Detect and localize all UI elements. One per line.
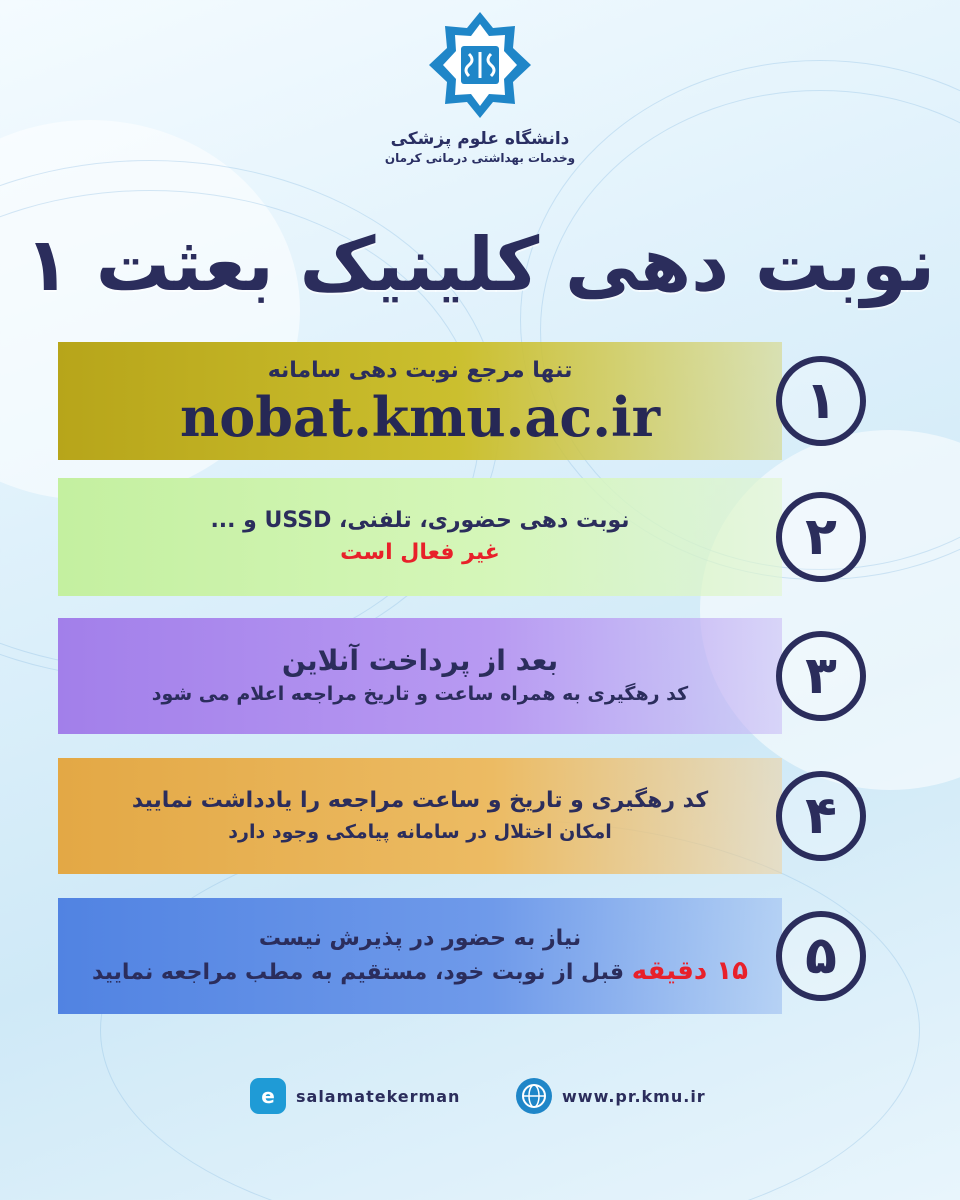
website-link[interactable] (516, 1078, 706, 1114)
time-highlight: ۱۵ دقیقه (631, 956, 749, 986)
item-text: نوبت دهی حضوری، تلفنی، USSD و ... (210, 508, 630, 533)
item-text (92, 955, 748, 989)
item-text: نیاز به حضور در پذیرش نیست (258, 926, 582, 951)
info-item-4 (58, 758, 900, 874)
info-item-3 (58, 618, 900, 734)
item-number-badge: ۳ (776, 631, 866, 721)
footer (0, 1078, 960, 1118)
info-item-1 (58, 342, 900, 460)
item-band (58, 478, 782, 596)
item-number-badge: ۴ (776, 771, 866, 861)
university-logo-icon (425, 10, 535, 120)
globe-icon (516, 1078, 552, 1114)
page-title: نوبت دهی کلینیک بعثت ۱ (24, 222, 936, 308)
item-number-badge: ۲ (776, 492, 866, 582)
item-text: امکان اختلال در سامانه پیامکی وجود دارد (228, 821, 612, 843)
item-band (58, 898, 782, 1014)
item-text: تنها مرجع نوبت دهی سامانه (267, 358, 573, 383)
item-text: بعد از پرداخت آنلاین (281, 644, 559, 677)
item-band (58, 758, 782, 874)
item-text: کد رهگیری و تاریخ و ساعت مراجعه را یادداشت نمایید (131, 788, 709, 813)
item-text-rest: قبل از نوبت خود، مستقیم به مطب مراجعه نمایید (91, 960, 625, 985)
booking-url-link[interactable]: nobat.kmu.ac.ir (180, 385, 661, 449)
website-text: www.pr.kmu.ir (562, 1086, 706, 1106)
item-number-badge: ۱ (776, 356, 866, 446)
university-name: دانشگاه علوم پزشکی (390, 129, 570, 149)
social-handle-link[interactable] (250, 1078, 460, 1114)
item-text: کد رهگیری به همراه ساعت و تاریخ مراجعه اعلام می شود (151, 683, 689, 705)
inactive-warning: غیر فعال است (340, 540, 500, 565)
item-band (58, 342, 782, 460)
social-handle-text: salamatekerman (296, 1086, 461, 1106)
university-subtitle: وخدمات بهداشتی درمانی کرمان (384, 151, 576, 165)
info-item-2 (58, 478, 900, 596)
item-band (58, 618, 782, 734)
university-header (0, 10, 960, 166)
salamat-logo-icon: e (250, 1078, 286, 1114)
item-number-badge: ۵ (776, 911, 866, 1001)
info-item-5 (58, 898, 900, 1014)
